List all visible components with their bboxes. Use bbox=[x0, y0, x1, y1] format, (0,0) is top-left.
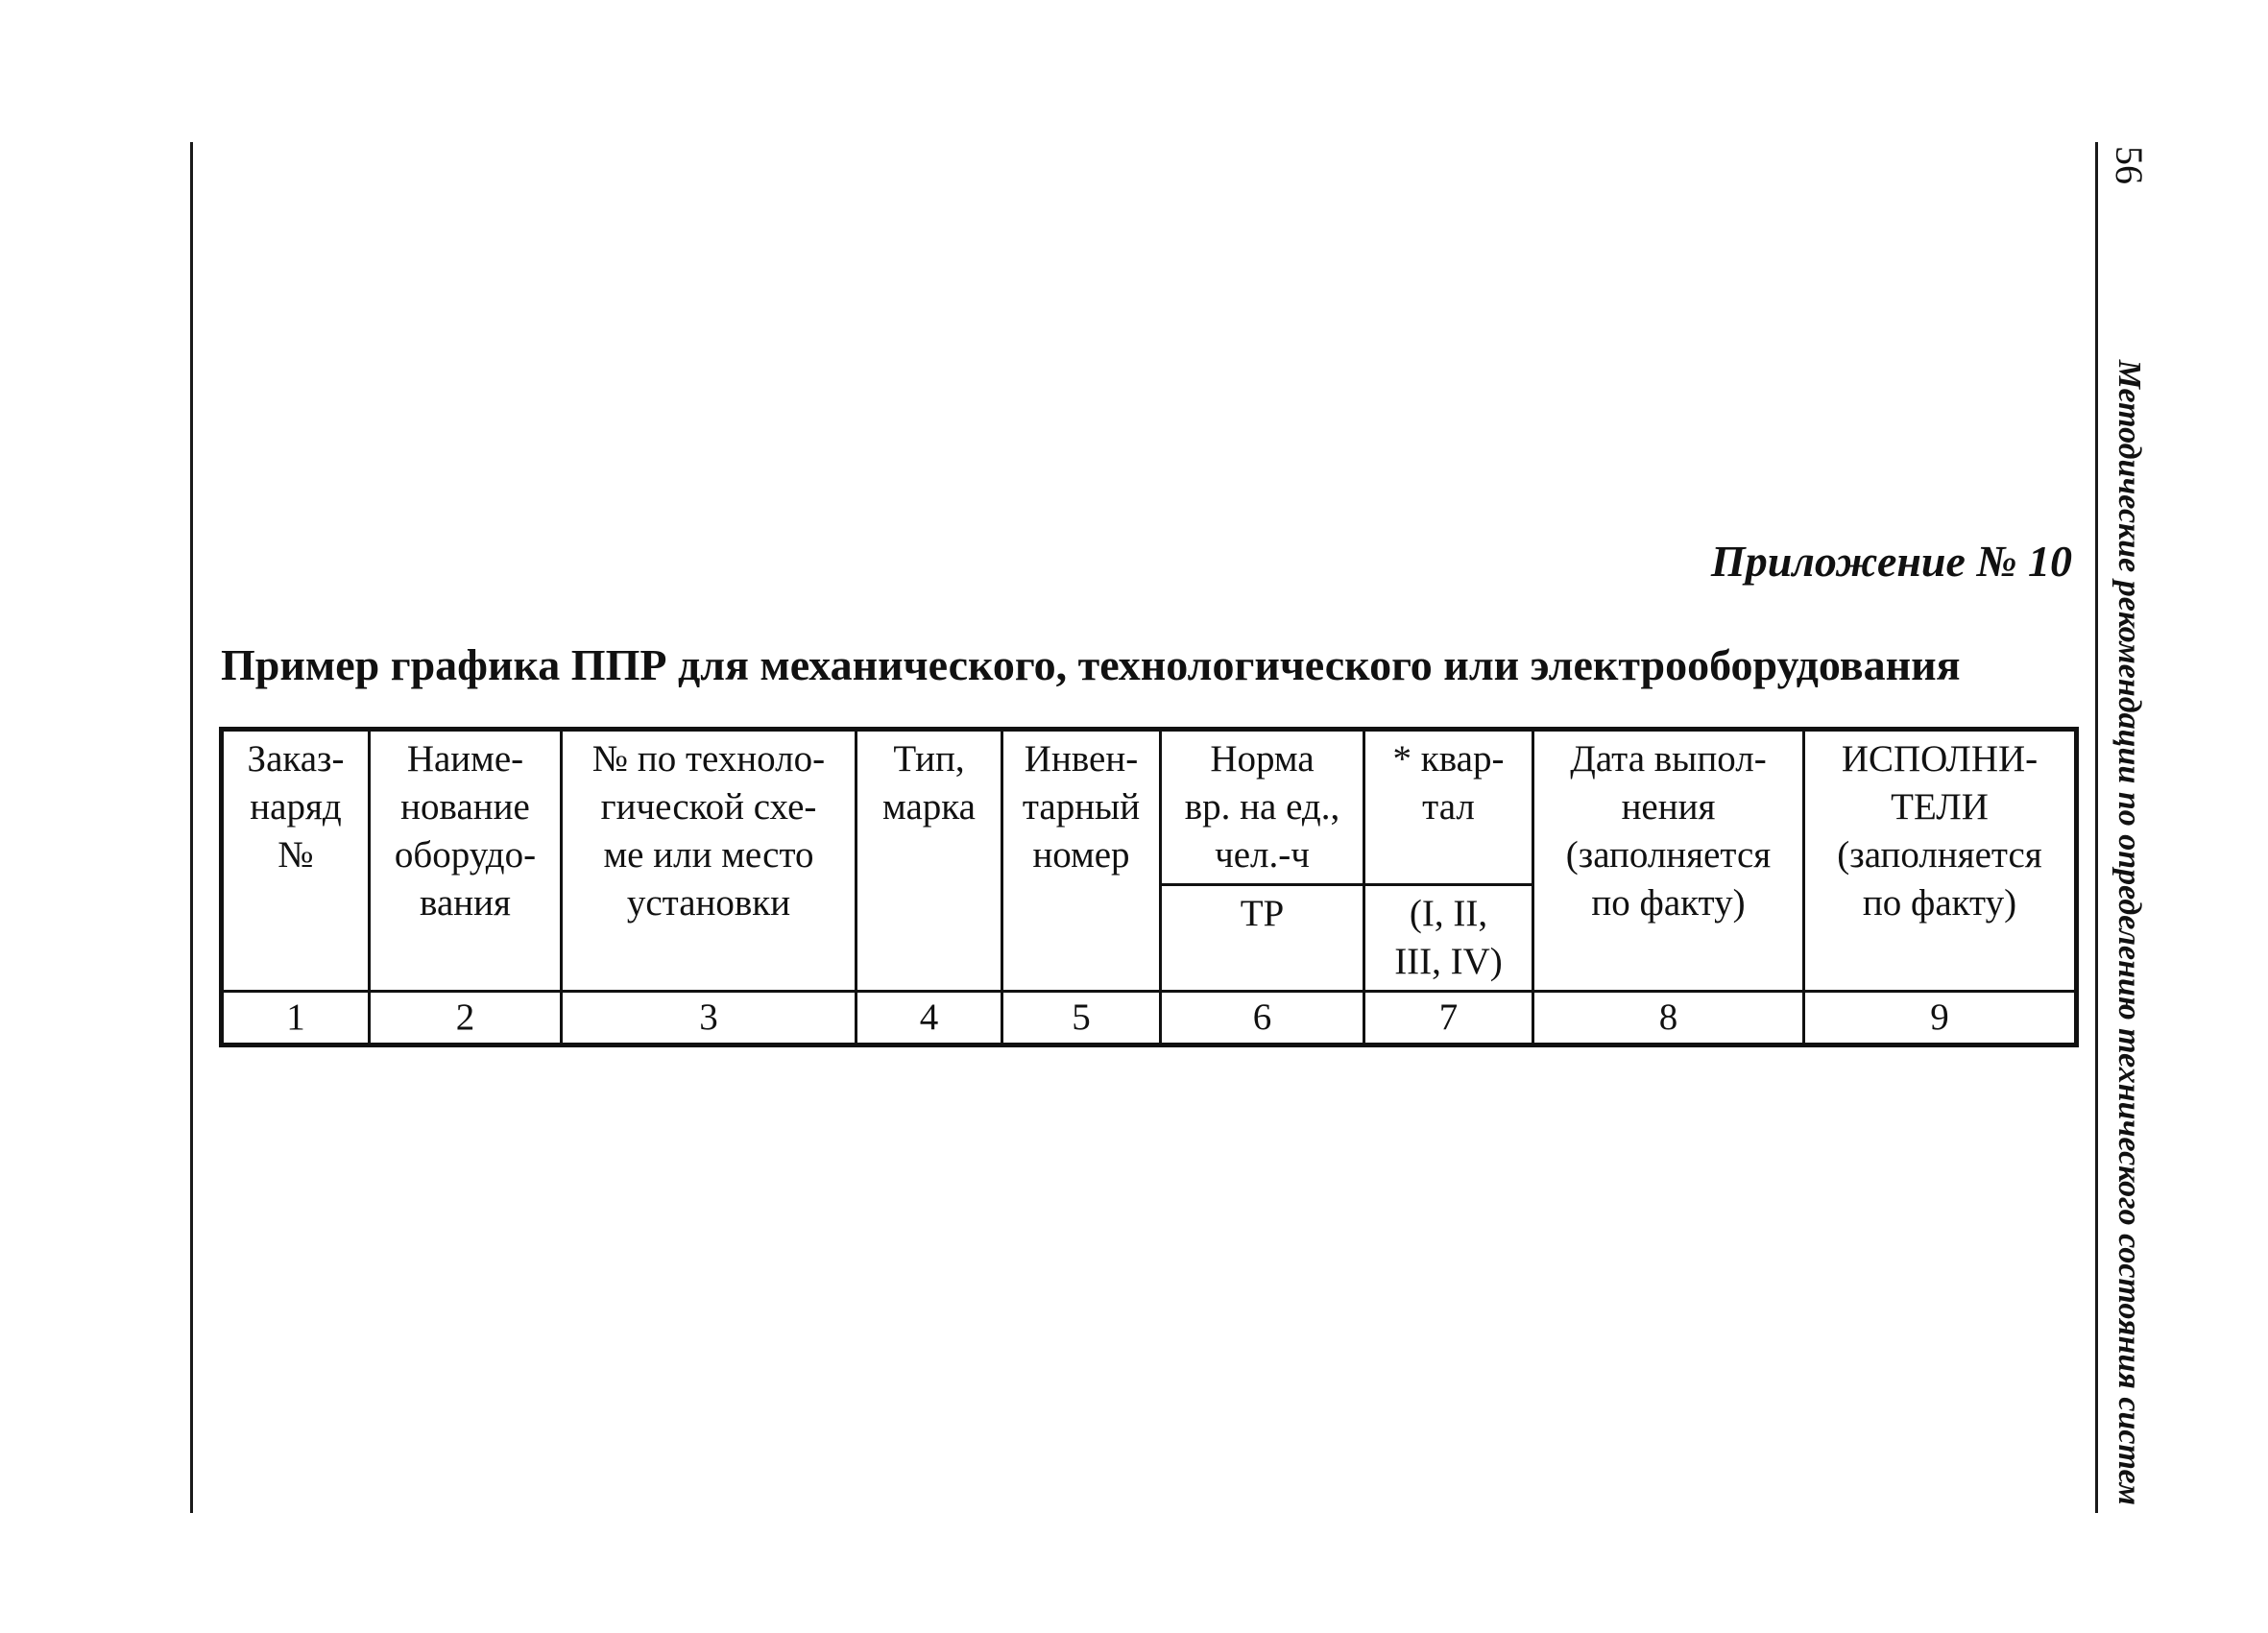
header-cell-order: Заказ- наряд № bbox=[222, 730, 370, 992]
column-number-cell: 6 bbox=[1161, 992, 1364, 1045]
header-row bbox=[222, 730, 2077, 885]
running-title: Методические рекомендации по определению технического состояния систем bbox=[2111, 359, 2148, 1505]
appendix-label: Приложение № 10 bbox=[1710, 537, 2072, 586]
running-header bbox=[2098, 142, 2160, 1513]
column-number-cell: 1 bbox=[222, 992, 370, 1045]
column-number-cell: 5 bbox=[1002, 992, 1161, 1045]
header-cell-time-norm: Норма вр. на ед., чел.-ч bbox=[1161, 730, 1364, 885]
left-margin-rule bbox=[190, 142, 193, 1513]
header-cell-quarter: * квар- тал bbox=[1364, 730, 1533, 885]
column-number-cell: 3 bbox=[562, 992, 857, 1045]
document-title: Пример графика ППР для механического, технологического или электрооборудования bbox=[221, 640, 1961, 689]
column-number-row bbox=[222, 992, 2077, 1045]
column-number-cell: 7 bbox=[1364, 992, 1533, 1045]
header-cell-completion-date: Дата выпол- нения (заполняется по факту) bbox=[1533, 730, 1804, 992]
column-number-cell: 8 bbox=[1533, 992, 1804, 1045]
header-cell-inventory-number: Инвен- тарный номер bbox=[1002, 730, 1161, 992]
header-cell-performers: ИСПОЛНИ- ТЕЛИ (заполняется по факту) bbox=[1804, 730, 2077, 992]
column-number-cell: 4 bbox=[857, 992, 1002, 1045]
page-number: 56 bbox=[2108, 146, 2151, 184]
header-cell-equipment-name: Наиме- нование оборудо- вания bbox=[370, 730, 562, 992]
header-cell-scheme-number: № по техноло- гической схе- ме или место установки bbox=[562, 730, 857, 992]
column-number-cell: 2 bbox=[370, 992, 562, 1045]
ppr-schedule-table bbox=[219, 727, 2079, 1047]
subheader-cell-tr: ТР bbox=[1161, 885, 1364, 992]
column-number-cell: 9 bbox=[1804, 992, 2077, 1045]
header-cell-type: Тип, марка bbox=[857, 730, 1002, 992]
subheader-cell-quarters: (I, II, III, IV) bbox=[1364, 885, 1533, 992]
